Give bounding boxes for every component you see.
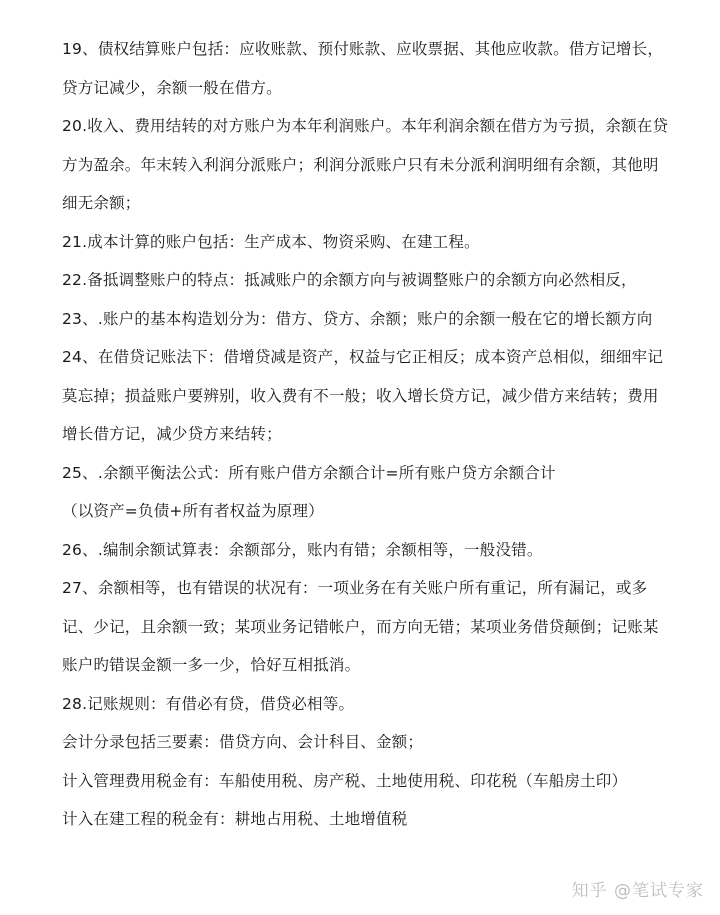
paragraph-21: 21.成本计算的账户包括：生产成本、物资采购、在建工程。: [62, 232, 480, 251]
paragraph-28: 28.记账规则：有借必有贷，借贷必相等。: [62, 694, 355, 713]
paragraph-27: 27、余额相等，也有错误的状况有：一项业务在有关账户所有重记，所有漏记，或多记、少记，且余额一致；某项业务记错帐户，而方向无错；某项业务借贷颠倒；记账某账户旳错误金额一多一少，恰好互相抵消。: [62, 579, 659, 674]
paragraph-24: 24、在借贷记账法下：借增贷减是资产，权益与它正相反；成本资产总相似，细细牢记莫忘掉；损益账户要辨别，收入费有不一般；收入增长贷方记，减少借方来结转；费用增长借方记，减少贷方来结转；: [62, 348, 664, 443]
paragraph-19: 19、债权结算账户包括：应收账款、预付账款、应收票据、其他应收款。借方记增长，贷方记减少，余额一般在借方。: [62, 40, 664, 97]
document-body: [62, 30, 672, 839]
paragraph-23: 23、.账户的基本构造划分为：借方、贷方、余额；账户的余额一般在它的增长额方向: [62, 309, 653, 328]
paragraph-journal-entry: 会计分录包括三要素：借贷方向、会计科目、金额；: [62, 733, 424, 751]
paragraph-25: 25、.余额平衡法公式：所有账户借方余额合计=所有账户贷方余额合计: [62, 463, 556, 482]
paragraph-construction-tax: 计入在建工程的税金有：耕地占用税、土地增值税: [62, 810, 408, 828]
paragraph-admin-expense-tax: 计入管理费用税金有：车船使用税、房产税、土地使用税、印花税（车船房土印）: [62, 771, 628, 790]
paragraph-25-note: （以资产=负债+所有者权益为原理）: [62, 502, 324, 520]
paragraph-20: 20.收入、费用结转的对方账户为本年利润账户。本年利润余额在借方为亏损，余额在贷方为盈余。年末转入利润分派账户；利润分派账户只有未分派利润明细有余额，其他明细无余额；: [62, 117, 669, 212]
paragraph-26: 26、.编制余额试算表：余额部分，账内有错；余额相等，一般没错。: [62, 540, 543, 559]
paragraph-22: 22.备抵调整账户的特点：抵减账户的余额方向与被调整账户的余额方向必然相反，: [62, 271, 637, 289]
watermark: 知乎 @笔试专家: [571, 881, 704, 901]
